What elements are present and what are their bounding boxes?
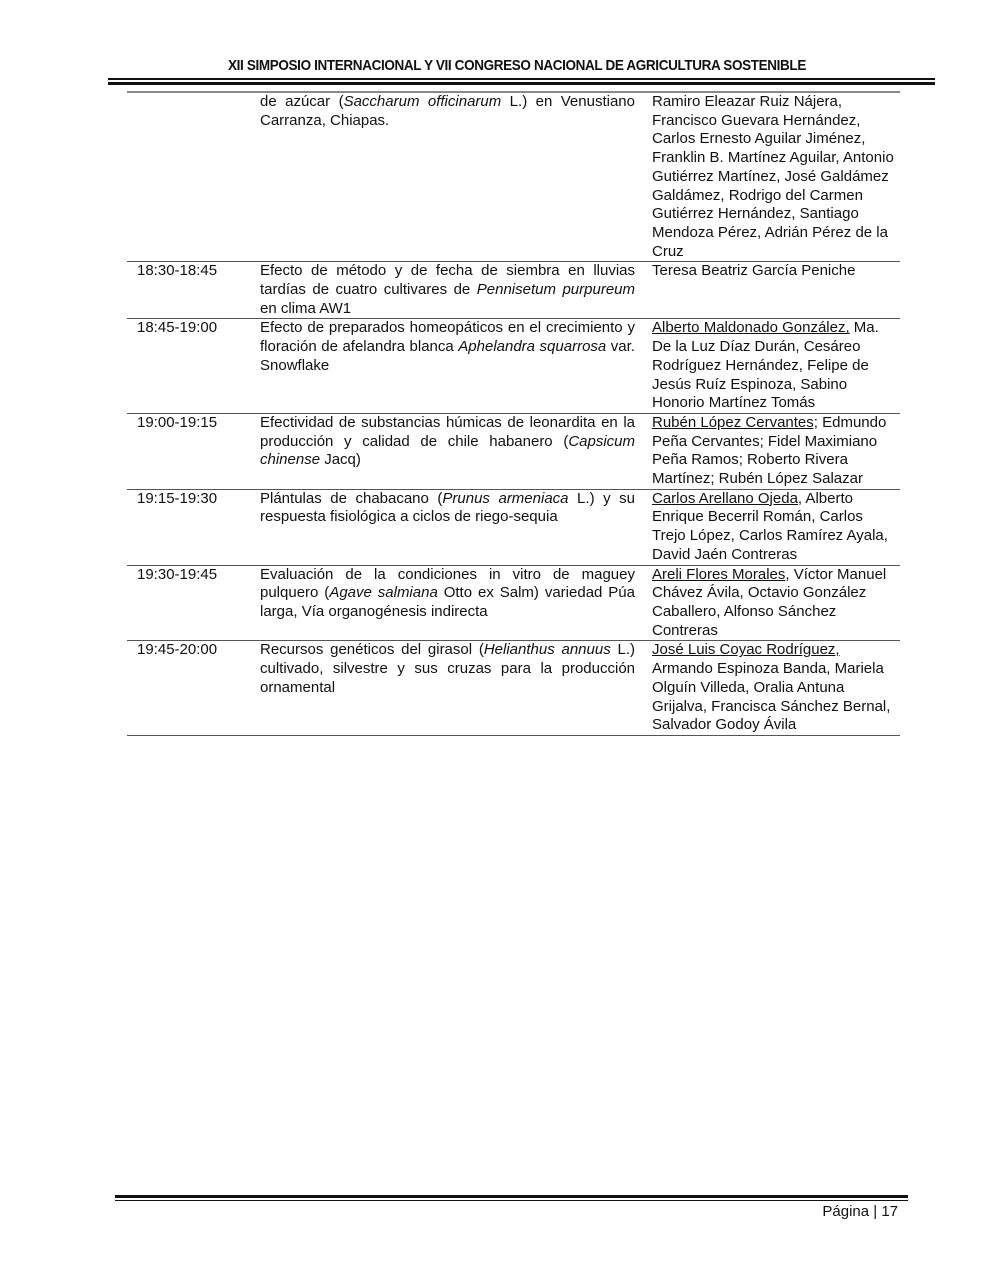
text-segment: var. Snowflake (260, 338, 635, 374)
table-row (127, 641, 900, 736)
footer-divider (115, 1195, 908, 1201)
time-slot: 19:00-19:15 (137, 413, 218, 431)
text-segment: Efecto de preparados homeopáticos en el crecimiento y floración de afelandra blanca (260, 319, 635, 356)
talk-title (250, 93, 643, 261)
text-segment: L.) y su respuesta fisiológica a ciclos de riego-sequia (260, 489, 635, 526)
talk-authors (643, 414, 900, 489)
time-slot: 18:30-18:45 (137, 262, 218, 280)
text-segment: Otto ex Salm) variedad Púa larga, Vía organogénesis indirecta (260, 584, 635, 620)
text-segment: Teresa Beatriz García Peniche (652, 262, 856, 280)
presenting-author: Areli Flores Morales (652, 565, 786, 583)
talk-authors (643, 490, 900, 565)
time-slot: 18:45-19:00 (137, 319, 218, 337)
table-row (127, 490, 900, 566)
text-segment: Alberto Enrique Becerril Román, Carlos Trejo López, Carlos Ramírez Ayala, David Jaén Contreras (652, 489, 888, 563)
talk-title (250, 490, 643, 565)
talk-title (250, 566, 643, 641)
talk-title (250, 319, 643, 413)
presenting-author: Rubén López Cervantes; (652, 413, 818, 431)
text-segment: Edmundo Peña Cervantes; Fidel Maximiano Peña Ramos; Roberto Rivera Martínez; Rubén López Salazar (652, 413, 887, 488)
page-number: Página | 17 (822, 1203, 898, 1220)
text-segment: Plántulas de chabacano ( (260, 489, 443, 507)
text-segment: Armando Espinoza Banda, Mariela Olguín Villeda, Oralia Antuna Grijalva, Francisca Sánchez Bernal, Salvador Godoy Ávila (652, 660, 891, 734)
document-header-title: XII SIMPOSIO INTERNACIONAL Y VII CONGRESO NACIONAL DE AGRICULTURA SOSTENIBLE (228, 57, 806, 74)
text-segment: Ma. De la Luz Díaz Durán, Cesáreo Rodríguez Hernández, Felipe de Jesús Ruíz Espinoza, Sabino Honorio Martínez Tomás (652, 319, 879, 412)
species-name: Prunus armeniaca (442, 489, 569, 507)
table-row (127, 262, 900, 319)
table-row (127, 93, 900, 262)
species-name: Agave salmiana (329, 584, 438, 602)
species-name: Pennisetum purpureum (476, 281, 635, 299)
text-segment: L.) en Venustiano Carranza, Chiapas. (260, 93, 635, 129)
time-slot: 19:15-19:30 (137, 489, 218, 507)
talk-authors (643, 566, 900, 641)
text-segment: Recursos genéticos del girasol ( (260, 641, 484, 659)
time-slot: 19:45-20:00 (137, 641, 218, 659)
text-segment: Ramiro Eleazar Ruiz Nájera, Francisco Guevara Hernández, Carlos Ernesto Aguilar Jiménez, Franklin B. Martínez Aguilar, Antonio Gutiérrez Martínez, José Galdámez Galdámez, Rodrigo del Carmen Gutiérrez Hernández, Santiago Mendoza Pérez, Adrián Pérez de la Cruz (652, 93, 894, 260)
talk-title (250, 262, 643, 318)
time-slot: 19:30-19:45 (137, 565, 218, 583)
table-row (127, 414, 900, 490)
talk-title (250, 414, 643, 489)
talk-title (250, 641, 643, 735)
text-segment: de azúcar ( (260, 93, 344, 110)
table-row (127, 319, 900, 414)
time-slot (127, 93, 250, 261)
presenting-author: Carlos Arellano Ojeda, (652, 489, 803, 507)
schedule-table (127, 91, 900, 736)
presenting-author: José Luis Coyac Rodríguez, (652, 641, 840, 659)
text-segment: Efecto de método y de fecha de siembra en lluvias tardías de cuatro cultivares de (260, 262, 635, 299)
species-name: Aphelandra squarrosa (458, 338, 607, 356)
presenting-author: Alberto Maldonado González, (652, 319, 850, 337)
talk-authors (643, 262, 900, 318)
table-row (127, 566, 900, 642)
talk-authors (643, 93, 900, 261)
text-segment: Efectividad de substancias húmicas de leonardita en la producción y calidad de chile habanero ( (260, 413, 635, 450)
species-name: Saccharum officinarum (343, 93, 502, 110)
talk-authors (643, 319, 900, 413)
text-segment: en clima AW1 (260, 299, 352, 317)
text-segment: , Víctor Manuel Chávez Ávila, Octavio González Caballero, Alfonso Sánchez Contreras (652, 565, 887, 639)
header-divider (108, 78, 935, 85)
text-segment: Jacq) (320, 451, 361, 469)
text-segment: Evaluación de la condiciones in vitro de maguey pulquero ( (260, 565, 635, 602)
species-name: Helianthus annuus (483, 641, 611, 659)
species-name: Capsicum chinense (260, 432, 635, 469)
talk-authors (643, 641, 900, 735)
text-segment: L.) cultivado, silvestre y sus cruzas para la producción ornamental (260, 641, 635, 696)
